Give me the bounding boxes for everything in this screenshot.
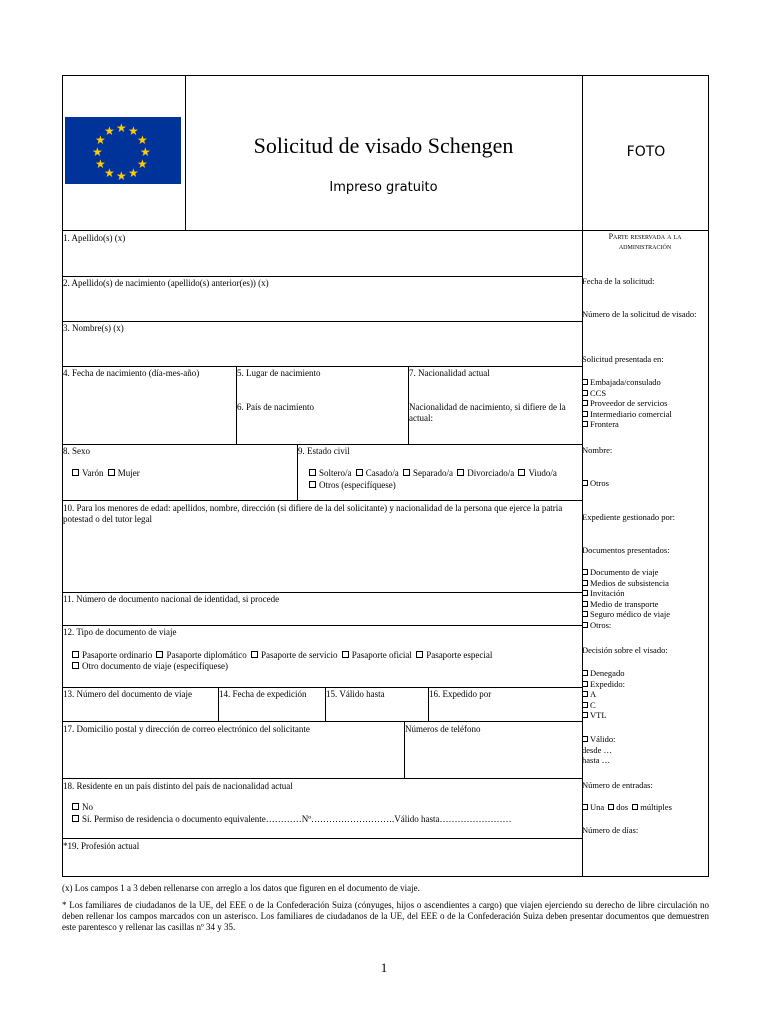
checkbox-valid[interactable] — [582, 736, 588, 742]
checkbox-ccs[interactable] — [582, 390, 588, 396]
star-icon: ★ — [137, 133, 148, 147]
checkbox-doc-means[interactable] — [582, 580, 588, 586]
field-9-civil-status: 9. Estado civil — [298, 446, 350, 456]
row-divider — [62, 366, 583, 367]
field-3-first-name[interactable]: 3. Nombre(s) (x) — [63, 323, 124, 333]
checkbox-entries-one[interactable] — [582, 804, 588, 810]
sidebar-entries: Número de entradas: — [582, 780, 653, 790]
field-17-phone[interactable]: Números de teléfono — [405, 724, 481, 734]
star-icon: ★ — [140, 145, 151, 159]
checkbox-married[interactable] — [356, 469, 363, 476]
option-embassy: Embajada/consulado — [590, 377, 661, 387]
field-15-valid-until[interactable]: 15. Válido hasta — [326, 689, 385, 699]
field-12-travel-doc-type: 12. Tipo de documento de viaje — [63, 627, 177, 637]
checkbox-special-passport[interactable] — [416, 651, 423, 658]
option-entries-one: Una — [590, 802, 605, 812]
checkbox-border[interactable] — [582, 421, 588, 427]
option-doc-invitation: Invitación — [590, 588, 625, 598]
star-icon: ★ — [104, 166, 115, 180]
star-icon: ★ — [128, 166, 139, 180]
checkbox-doc-travel[interactable] — [582, 569, 588, 575]
checkbox-doc-insurance[interactable] — [582, 611, 588, 617]
option-denied: Denegado — [590, 668, 625, 678]
row-divider — [62, 444, 583, 445]
option-visa-c: C — [590, 699, 596, 710]
star-icon: ★ — [104, 124, 115, 138]
checkbox-intermediary[interactable] — [582, 411, 588, 417]
option-other-travel-doc: Otro documento de viaje (especifíquese) — [82, 661, 228, 671]
row-divider — [62, 592, 583, 593]
decision-options — [582, 668, 708, 721]
option-visa-vtl: VTL — [590, 710, 607, 720]
footnote-asterisk: * Los familiares de ciudadanos de la UE, del EEE o de la Confederación Suiza (cónyuges, hijos o ascendientes a cargo) que viajen ejerciendo su derecho de libre circulación no deben rellenar los campos marcados con un asterisco. Los familiares de ciudadanos de la UE, del EEE o de la Confederación Suiza deben presentar documentos que demuestren este parentesco y rellenar las casillas nº 34 y 35. — [62, 900, 709, 932]
sidebar-application-number: Número de la solicitud de visado: — [582, 309, 697, 319]
checkbox-service-passport[interactable] — [251, 651, 258, 658]
option-separated: Separado/a — [413, 468, 453, 478]
sidebar-handled-by: Expediente gestionado por: — [582, 512, 676, 522]
sidebar-documents: Documentos presentados: — [582, 545, 670, 555]
sidebar-heading — [582, 232, 708, 252]
checkbox-diplomatic-passport[interactable] — [156, 651, 163, 658]
valid-until: hasta … — [582, 755, 611, 765]
checkbox-sidebar-other[interactable] — [582, 480, 588, 486]
page-number: 1 — [380, 960, 388, 975]
checkbox-entries-multiple[interactable] — [632, 804, 638, 810]
option-doc-means: Medios de subsistencia — [590, 577, 669, 588]
star-icon: ★ — [95, 157, 106, 171]
field-10-guardian[interactable]: 10. Para los menores de edad: apellidos, nombre, dirección (si difiere de la del solicitante) y nacionalidad de la persona que ejerce la patria potestad o del tutor legal — [63, 503, 563, 524]
field-4-birth-date[interactable]: 4. Fecha de nacimiento (día-mes-año) — [63, 368, 200, 378]
star-icon: ★ — [116, 169, 127, 183]
option-doc-transport: Medio de transporte — [590, 598, 659, 609]
sidebar-name: Nombre: — [582, 445, 613, 455]
option-intermediary: Intermediario comercial — [590, 408, 672, 419]
checkbox-service-provider[interactable] — [582, 400, 588, 406]
option-single: Soltero/a — [319, 468, 352, 478]
sex-options — [72, 468, 140, 479]
sidebar-heading-line1: Parte reservada a la — [608, 232, 682, 241]
checkbox-residence-no[interactable] — [72, 803, 79, 810]
footnote-x: (x) Los campos 1 a 3 deben rellenarse con arreglo a los datos que figuren en el documento de viaje. — [62, 883, 420, 893]
documents-options — [582, 567, 708, 630]
sidebar-other — [582, 478, 708, 489]
option-sidebar-other: Otros — [590, 478, 609, 488]
option-residence-no: No — [82, 802, 93, 812]
option-official-passport: Pasaporte oficial — [351, 650, 412, 660]
travel-doc-options — [72, 650, 492, 661]
submitted-options — [582, 377, 708, 430]
entries-options — [582, 802, 708, 813]
option-divorced: Divorciado/a — [467, 468, 515, 478]
field-14-issue-date[interactable]: 14. Fecha de expedición — [219, 689, 307, 699]
field-5-birth-place[interactable]: 5. Lugar de nacimiento — [237, 368, 321, 378]
star-icon: ★ — [95, 133, 106, 147]
option-valid: Válido: — [590, 734, 616, 744]
row-divider — [62, 625, 583, 626]
sidebar-application-date: Fecha de la solicitud: — [582, 276, 655, 286]
option-doc-insurance: Seguro médico de viaje — [590, 609, 671, 619]
checkbox-widowed[interactable] — [518, 469, 525, 476]
field-19-profession[interactable]: *19. Profesión actual — [63, 841, 140, 851]
row-divider — [62, 321, 583, 322]
checkbox-divorced[interactable] — [457, 469, 464, 476]
checkbox-doc-transport[interactable] — [582, 601, 588, 607]
form-title: Solicitud de visado Schengen — [253, 133, 514, 158]
field-6-birth-country[interactable]: 6. País de nacimiento — [237, 402, 314, 412]
checkbox-visa-a[interactable] — [582, 691, 588, 697]
row-divider — [62, 778, 583, 779]
residence-no — [72, 802, 93, 813]
field-8-sex: 8. Sexo — [63, 446, 90, 456]
option-doc-other: Otros: — [590, 619, 612, 630]
star-icon: ★ — [137, 157, 148, 171]
option-ccs: CCS — [590, 387, 607, 398]
option-service-provider: Proveedor de servicios — [590, 398, 668, 408]
option-married: Casado/a — [365, 468, 399, 478]
option-visa-a: A — [590, 689, 597, 699]
option-widowed: Viudo/a — [528, 468, 557, 478]
star-icon: ★ — [116, 121, 127, 135]
sidebar-days: Número de días: — [582, 825, 639, 835]
option-female: Mujer — [117, 468, 140, 478]
option-service-passport: Pasaporte de servicio — [260, 650, 338, 660]
checkbox-visa-c[interactable] — [582, 702, 588, 708]
travel-doc-other — [72, 661, 228, 672]
checkbox-single[interactable] — [309, 469, 316, 476]
field-16-issued-by[interactable]: 16. Expedido por — [429, 689, 492, 699]
star-icon: ★ — [92, 145, 103, 159]
field-2-birth-surname[interactable]: 2. Apellido(s) de nacimiento (apellido(s) anterior(es)) (x) — [63, 278, 269, 288]
header-divider — [62, 230, 709, 231]
checkbox-entries-two[interactable] — [608, 804, 614, 810]
civil-status-other — [309, 480, 396, 491]
sidebar-heading-line2: administración — [618, 242, 672, 251]
checkbox-doc-other[interactable] — [582, 622, 588, 628]
form-subtitle: Impreso gratuito — [329, 180, 438, 195]
photo-label: FOTO — [626, 144, 666, 160]
row-divider — [62, 838, 583, 839]
option-male: Varón — [82, 468, 104, 478]
eu-flag — [65, 117, 181, 184]
row-divider — [62, 500, 583, 501]
field-7-nationality[interactable]: 7. Nacionalidad actual — [409, 368, 490, 378]
option-doc-travel: Documento de viaje — [590, 567, 659, 577]
row-divider — [62, 721, 583, 722]
option-issued: Expedido: — [590, 678, 625, 689]
field-18-residence: 18. Residente en un país distinto del país de nacionalidad actual — [63, 781, 293, 791]
option-entries-two: dos — [616, 802, 629, 812]
option-diplomatic-passport: Pasaporte diplomático — [166, 650, 247, 660]
valid-from: desde … — [582, 744, 612, 755]
checkbox-doc-invitation[interactable] — [582, 590, 588, 596]
field-13-doc-number[interactable]: 13. Número del documento de viaje — [63, 689, 192, 699]
checkbox-embassy[interactable] — [582, 379, 588, 385]
sidebar-decision: Decisión sobre el visado: — [582, 645, 668, 655]
row-divider — [62, 687, 583, 688]
option-residence-yes: Sí. Permiso de residencia o documento equivalente…………Nº……………………….Válido hasta…………………… — [82, 814, 512, 824]
checkbox-ordinary-passport[interactable] — [72, 651, 79, 658]
sidebar-validity — [582, 734, 708, 766]
sidebar-submitted-at: Solicitud presentada en: — [582, 354, 664, 364]
star-icon: ★ — [128, 124, 139, 138]
checkbox-other-civil[interactable] — [309, 481, 316, 488]
option-entries-multiple: múltiples — [640, 802, 672, 812]
option-ordinary-passport: Pasaporte ordinario — [82, 650, 153, 660]
checkbox-separated[interactable] — [403, 469, 410, 476]
residence-yes — [72, 814, 511, 825]
field-17-address[interactable]: 17. Domicilio postal y dirección de correo electrónico del solicitante — [63, 724, 310, 734]
field-1-surname[interactable]: 1. Apellido(s) (x) — [63, 233, 126, 243]
checkbox-official-passport[interactable] — [342, 651, 349, 658]
checkbox-visa-vtl[interactable] — [582, 712, 588, 718]
checkbox-other-travel-doc[interactable] — [72, 662, 79, 669]
checkbox-male[interactable] — [72, 469, 79, 476]
field-11-id-number[interactable]: 11. Número de documento nacional de identidad, si procede — [63, 594, 280, 604]
civil-status-options — [309, 468, 557, 479]
checkbox-denied[interactable] — [582, 670, 588, 676]
checkbox-issued[interactable] — [582, 681, 588, 687]
option-special-passport: Pasaporte especial — [426, 650, 493, 660]
option-border: Frontera — [590, 419, 619, 429]
checkbox-female[interactable] — [108, 469, 115, 476]
checkbox-residence-yes[interactable] — [72, 815, 79, 822]
option-other-civil: Otros (especifíquese) — [319, 480, 396, 490]
row-divider — [62, 276, 583, 277]
field-7-birth-nationality[interactable]: Nacionalidad de nacimiento, si difiere de la actual: — [409, 402, 566, 423]
